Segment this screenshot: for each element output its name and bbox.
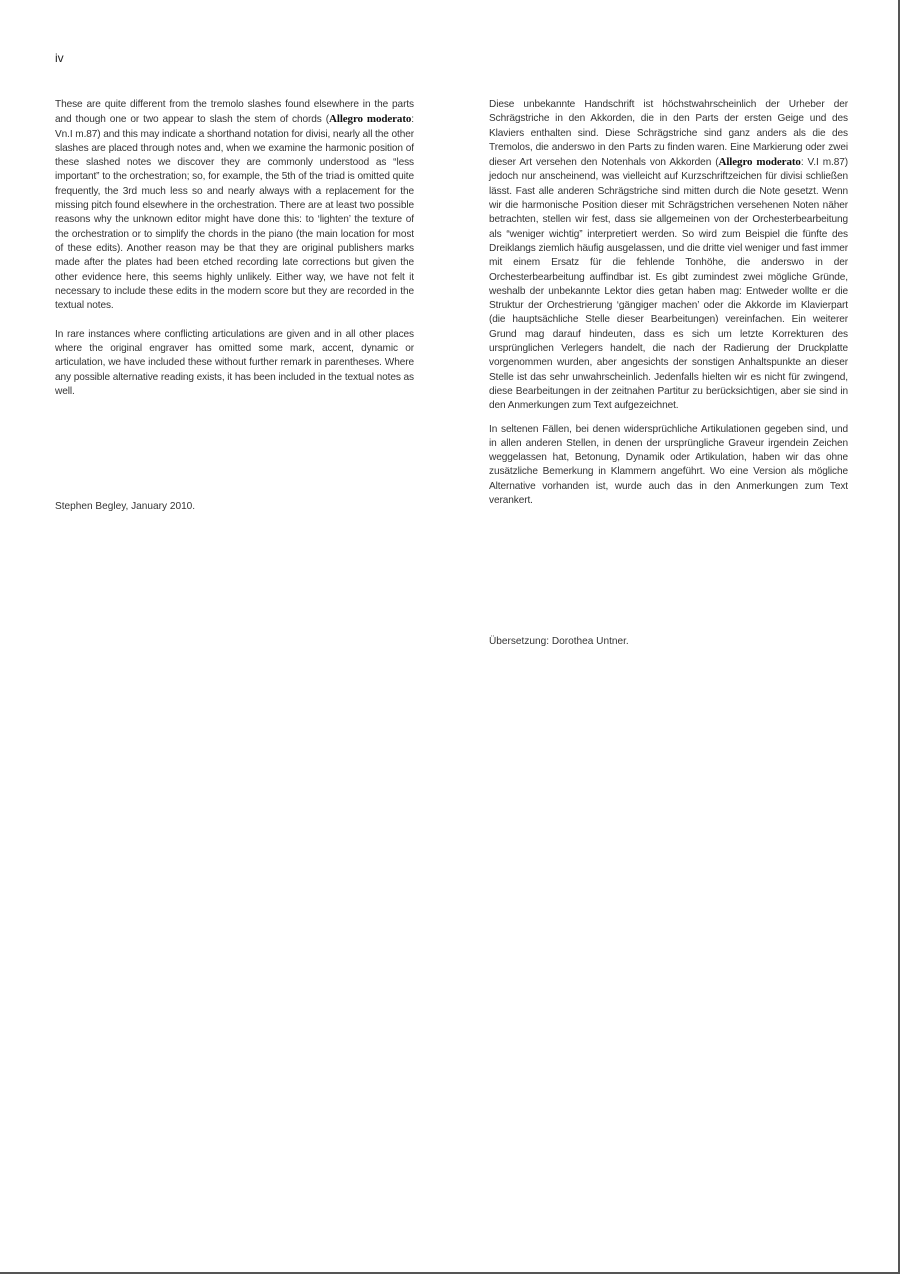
german-tempo-marking: Allegro moderato <box>718 156 801 169</box>
german-p1-text-a: Diese unbekannte Handschrift ist höchstwahrscheinlich der Urheber der Schrägstriche in den Akkorden, die in den Parts der ersten Geige und des Klaviers enthalten sind. Diese Schrägstriche sind ganz anders als die des Tremolos, die anderswo in den Parts zu finden waren. Eine Markierung oder zwei dieser Art versehen den Notenhals von Akkorden ( <box>489 99 848 169</box>
english-paragraph-2: In rare instances where conflicting articulations are given and in all other places where the original engraver has omitted some mark, accent, dynamic or articulation, we have included these without further remark in parentheses. Where any possible alternative reading exists, it has been included in the textual notes as well. <box>55 328 414 397</box>
german-paragraph-1 <box>489 98 848 414</box>
german-signature: Übersetzung: Dorothea Untner. <box>489 636 629 647</box>
english-tempo-marking: Allegro moderato <box>329 113 412 126</box>
german-p1-text-b: : V.I m.87) jedoch nur anscheinend, was vielleicht auf Kurzschriftzeichen für divisi schließen lässt. Fast alle anderen Schrägstriche sind mitten durch die Note gesetzt. Wenn wir die harmonische Position dieser mit Schrägstrichen versehenen Noten näher betrachten, stellen wir fest, dass sie allgemeinen von der Orchesterbearbeitung als “weniger wichtig” interpretiert werden. So wird zum Beispiel die fünfte des Dreiklangs ziemlich häufig ausgelassen, und die dritte viel weniger und fast immer mit einem Ersatz für die fehlende Tonhöhe, die anderswo in der Orchesterbearbeitung auffindbar ist. Es gibt zumindest zwei mögliche Gründe, weshalb der unbekannte Lektor dies getan haben mag: Entweder wollte er die Struktur der Orchestrierung ‘gängiger machen’ oder die Akkorde im Klavierpart (die hauptsächliche Stelle dieser Bearbeitungen) vereinfachen. Ein weiterer Grund mag darauf hindeuten, dass es sich um letzte Korrekturen des ursprünglichen Verlegers handelt, die nach der Radierung der Druckplatte vorgenommen wurden, aber angesichts der sonstigen Anhaltspunkte an dieser Stelle ist das sehr unwahrscheinlich. Jedenfalls hielten wir es nicht für zwingend, diese Bearbeitungen in der zeitnahen Partitur zu berücksichtigen, aber sie sind in den Anmerkungen zum Text aufgezeichnet. <box>489 157 848 412</box>
english-signature: Stephen Begley, January 2010. <box>55 501 196 512</box>
german-paragraph-2: In seltenen Fällen, bei denen widersprüchliche Artikulationen gegeben sind, und in allen anderen Stellen, in denen der ursprüngliche Graveur irgendein Zeichen weggelassen hat, Betonung, Dynamik oder Artikulation, haben wir das ohne zusätzliche Bemerkung in Klammern angeführt. Wo eine Version als mögliche Alternative vorhanden ist, wurde auch das in den Anmerkungen zum Text verankert. <box>489 423 848 507</box>
english-p1-text-a: These are quite different from the tremolo slashes found elsewhere in the parts and though one or two appear to slash the stem of chords ( <box>55 99 414 126</box>
german-column <box>489 98 848 517</box>
english-paragraph-1 <box>55 98 414 313</box>
english-p1-text-b: : Vn.I m.87) and this may indicate a shorthand notation for divisi, nearly all the other slashes are placed through notes and, when we examine the harmonic position of these slashed notes we discover they are commonly understood as “less important” to the orchestration; so, for example, the 5th of the triad is omitted quite frequently, the 3rd much less so and nearly always with a replacement for the missing pitch found elsewhere in the orchestration. There are at least two possible reasons why the unknown editor might have done this: to ‘lighten’ the texture of the orchestration or to simplify the chords in the piano (the main location for most of these edits). Another reason may be that they are original publishers marks made after the plates had been etched recording late corrections but given the other evidence here, this seems highly unlikely. Either way, we have not felt it necessary to include these edits in the modern score but they are recorded in the textual notes. <box>55 114 415 312</box>
page-number: iv <box>55 51 64 65</box>
english-column <box>55 98 414 414</box>
